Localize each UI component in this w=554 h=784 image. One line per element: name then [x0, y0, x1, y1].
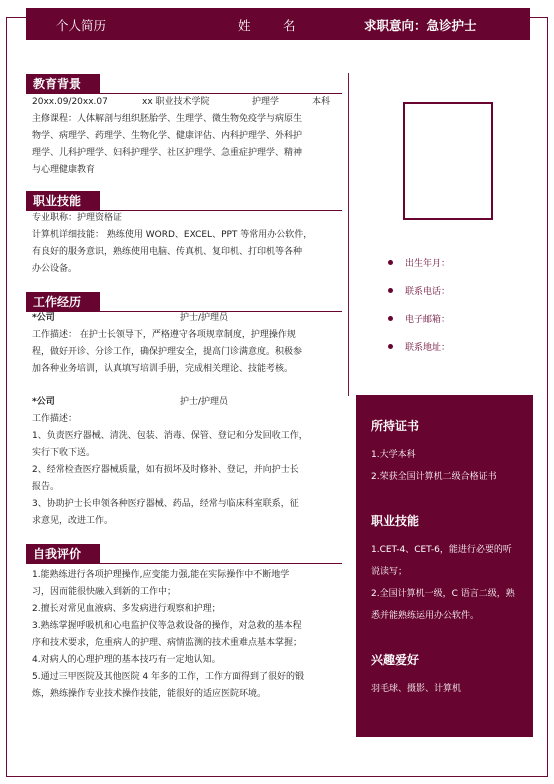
- column-divider: [348, 73, 349, 396]
- eval-line: 序和技术要求，危重病人的护理、病情监测的技术重难点基本掌握；: [32, 638, 303, 648]
- sidebar-skill-line: 悉并能熟练运用办公软件。: [371, 611, 480, 621]
- job-line: 求意见，改进工作。: [32, 516, 114, 526]
- job-company: *公司: [32, 313, 55, 323]
- self-eval-content: [32, 567, 342, 703]
- course-line: 主修课程：人体解剖与组织胚胎学、生理学、微生物免疫学与病原生: [32, 114, 303, 124]
- sidebar-skill-line: 1.CET-4、CET-6，能进行必要的听: [371, 545, 512, 555]
- job-line: 工作描述：: [32, 414, 78, 424]
- job-company: *公司: [32, 397, 55, 407]
- spacer: [371, 627, 519, 651]
- bullet-icon: [388, 344, 393, 349]
- eval-line: 习，因而能很快融入到新的工作中；: [32, 587, 177, 597]
- hobby-line: 羽毛球、摄影、计算机: [371, 684, 462, 694]
- contact-label: 联系电话：: [405, 286, 451, 297]
- name-label: 姓 名: [238, 18, 306, 33]
- education-school: xx 职业技术学院: [142, 97, 210, 107]
- job-header: [32, 394, 342, 411]
- sidebar-skill-line: 说读写；: [371, 567, 408, 577]
- eval-line: 2.擅长对常见血液病、多发病进行观察和护理；: [32, 604, 221, 614]
- contact-label: 联系地址：: [405, 342, 451, 353]
- job-line: 实行下收下送。: [32, 448, 96, 458]
- skill-line: 计算机详细技能： 熟练使用 WORD、EXCEL、PPT 等常用办公软件，: [32, 230, 313, 240]
- job-line: 2、经常检查医疗器械质量，如有损坏及时修补、登记，并向护士长: [32, 465, 299, 475]
- job-1: [32, 310, 342, 378]
- job-intent: 求职意向：急诊护士: [364, 18, 477, 33]
- course-line: 理学、儿科护理学、妇科护理学、社区护理学、急重症护理学、精神: [32, 148, 303, 158]
- contact-info: [388, 248, 538, 360]
- skill-line: 办公设备。: [32, 264, 78, 274]
- certs-title: 所持证书: [371, 419, 420, 433]
- job-header: [32, 310, 342, 327]
- bullet-icon: [388, 260, 393, 265]
- cert-item: 2.荣获全国计算机二级合格证书: [371, 472, 497, 482]
- bullet-icon: [388, 316, 393, 321]
- job-line: 工作描述： 在护士长领导下，严格遵守各项规章制度，护理操作规: [32, 330, 296, 340]
- education-major: 护理学: [252, 97, 280, 107]
- course-line: 物学、病理学、药理学、生物化学、健康评估、内科护理学、外科护: [32, 131, 303, 141]
- job-line: 程，做好开诊、分诊工作，确保护理安全，提高门诊满意度。积极参: [32, 347, 303, 357]
- job-line: 加各种业务培训，认真填写培训手册，完成相关理论、技能考核。: [32, 364, 294, 374]
- job-position: 护士/护理员: [180, 397, 229, 407]
- eval-line: 5.通过三甲医院及其他医院 4 年多的工作，工作方面得到了很好的锻: [32, 672, 305, 682]
- skill-line: 有良好的服务意识，熟练使用电脑、传真机、复印机、打印机等各种: [32, 247, 303, 257]
- eval-line: 3.熟练掌握呼吸机和心电监护仪等急救设备的操作，对急救的基本程: [32, 621, 302, 631]
- eval-line: 1.能熟练进行各项护理操作,应变能力强,能在实际操作中不断地学: [32, 570, 290, 580]
- course-line: 与心理健康教育: [32, 165, 96, 175]
- job-line: 3、协助护士长申领各种医疗器械、药品，经常与临床科室联系，征: [32, 499, 299, 509]
- contact-birth: [388, 248, 538, 276]
- section-rule: [26, 563, 342, 564]
- job-line: 1、负责医疗器械、清洗、包装、消毒、保管、登记和分发回收工作，: [32, 431, 308, 441]
- skill-line: 专业职称：护理资格证: [32, 213, 123, 223]
- header-bar: [26, 8, 530, 40]
- section-title-education: 教育背景: [26, 74, 100, 94]
- cert-item: 1.大学本科: [371, 450, 416, 460]
- hobbies-title: 兴趣爱好: [371, 653, 420, 667]
- section-title-skills: 职业技能: [26, 191, 100, 211]
- bullet-icon: [388, 288, 393, 293]
- contact-address: [388, 332, 538, 360]
- education-row: [32, 94, 342, 111]
- spacer: [371, 488, 519, 512]
- education-degree: 本科: [312, 97, 331, 107]
- skills-content: [32, 210, 342, 278]
- job-2: [32, 394, 342, 530]
- section-title-experience: 工作经历: [26, 292, 100, 312]
- section-title-self-eval: 自我评价: [26, 544, 100, 564]
- contact-label: 电子邮箱：: [405, 314, 451, 325]
- contact-phone: [388, 276, 538, 304]
- contact-email: [388, 304, 538, 332]
- sidebar-skills-title: 职业技能: [371, 514, 420, 528]
- job-position: 护士/护理员: [180, 313, 229, 323]
- contact-label: 出生年月：: [405, 258, 451, 269]
- resume-title: 个人简历: [56, 18, 107, 33]
- eval-line: 炼，熟练操作专业技术操作技能，能很好的适应医院环境。: [32, 689, 267, 699]
- job-line: 报告。: [32, 482, 60, 492]
- photo-placeholder: [403, 102, 493, 220]
- sidebar-panel: [356, 395, 533, 737]
- sidebar-skill-line: 2.全国计算机一级，C 语言二级，熟: [371, 589, 515, 599]
- eval-line: 4.对病人的心理护理的基本技巧有一定地认知。: [32, 655, 221, 665]
- education-content: [32, 94, 342, 179]
- education-period: 20xx.09/20xx.07: [32, 97, 108, 107]
